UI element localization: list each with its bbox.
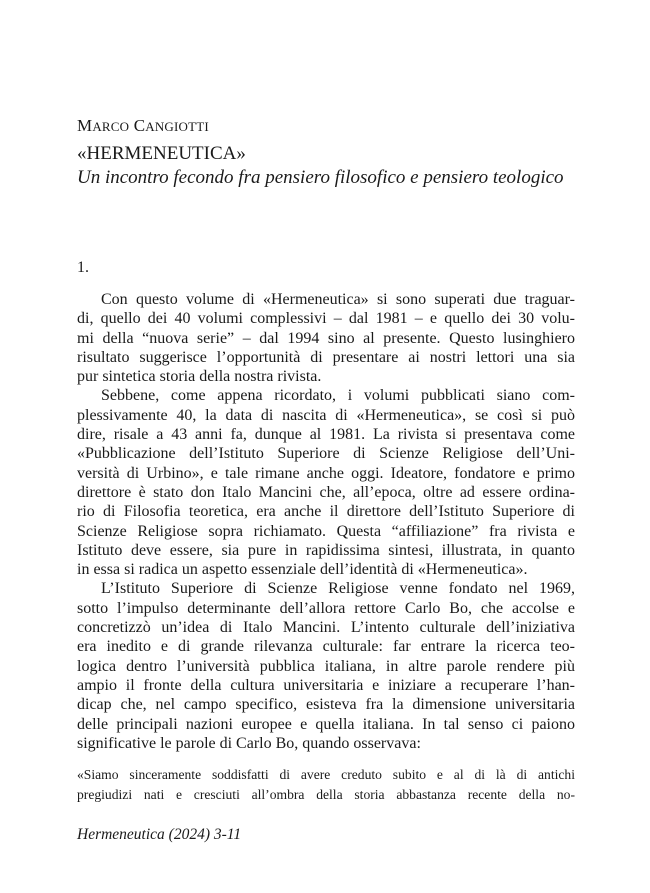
text-line: delle principali nazioni europee e quella italiana. In tal senso ci paiono	[77, 715, 575, 733]
text-line: direttore è stato don Italo Mancini che, all’epoca, oltre ad essere ordina-	[77, 483, 575, 501]
paragraph	[77, 579, 575, 753]
text-line: di, quello dei 40 volumi complessivi – dal 1981 – e quello dei 30 volu-	[77, 310, 575, 328]
text-line: Sebbene, come appena ricordato, i volumi pubblicati siano com-	[101, 387, 575, 405]
paragraph	[77, 386, 575, 579]
author-name: MARCO CANGIOTTI	[77, 116, 209, 135]
body-text	[77, 290, 575, 753]
paragraph	[77, 290, 575, 386]
text-line: ampio il fronte della cultura universitaria e iniziare a recuperare l’han-	[77, 676, 575, 694]
text-line: dire, risale a 43 anni fa, dunque al 1981. La rivista si presentava come	[77, 426, 575, 444]
quote-line: pregiudizi nati e cresciuti all’ombra della storia abbastanza recente della no-	[77, 786, 575, 802]
text-line: risultato suggerisce l’opportunità di presentare ai nostri lettori una sia	[77, 348, 575, 366]
text-line: plessivamente 40, la data di nascita di «Hermeneutica», se così si può	[77, 406, 575, 424]
text-line: in essa si radica un aspetto essenziale dell’identità di «Hermeneutica».	[77, 561, 528, 579]
text-line: «Pubblicazione dell’Istituto Superiore di Scienze Religiose dell’Uni-	[77, 445, 575, 463]
text-line: logica dentro l’università pubblica italiana, in altre parole rendere più	[77, 657, 575, 675]
section-number: 1.	[77, 259, 89, 276]
text-line: era inedito e di grande rilevanza culturale: far entrare la ricerca teo-	[77, 638, 575, 656]
text-line: mi della “nuova serie” – dal 1994 sino al presente. Questo lusinghiero	[77, 329, 575, 347]
text-line: dicap che, nel campo specifico, esisteva fra la dimensione universitaria	[77, 696, 575, 714]
journal-citation-footer: Hermeneutica (2024) 3-11	[77, 826, 242, 843]
text-line: significative le parole di Carlo Bo, quando osservava:	[77, 734, 421, 752]
text-line: concretizzò un’idea di Italo Mancini. L’intento culturale dell’iniziativa	[77, 619, 575, 637]
text-line: versità di Urbino», e tale rimane anche oggi. Ideatore, fondatore e primo	[77, 464, 575, 482]
text-line: Istituto deve essere, sia pure in rapidissima sintesi, illustrata, in quanto	[77, 541, 575, 559]
text-line: Con questo volume di «Hermeneutica» si sono superati due traguar-	[101, 291, 575, 308]
text-line: Scienze Religiose sopra richiamato. Questa “affiliazione” fra rivista e	[77, 522, 575, 540]
article-title: «HERMENEUTICA»	[77, 143, 246, 164]
text-line: sotto l’impulso determinante dell’allora rettore Carlo Bo, che accolse e	[77, 599, 575, 617]
block-quote	[77, 765, 575, 804]
article-subtitle: Un incontro fecondo fra pensiero filosofico e pensiero teologico	[77, 167, 564, 188]
text-line: rio di Filosofia teoretica, era anche il direttore dell’Istituto Superiore di	[77, 503, 575, 521]
text-line: L’Istituto Superiore di Scienze Religiose venne fondato nel 1969,	[101, 580, 575, 598]
text-line: pur sintetica storia della nostra rivista.	[77, 368, 322, 386]
quote-line: «Siamo sinceramente soddisfatti di avere creduto subito e al di là di antichi	[77, 767, 575, 782]
